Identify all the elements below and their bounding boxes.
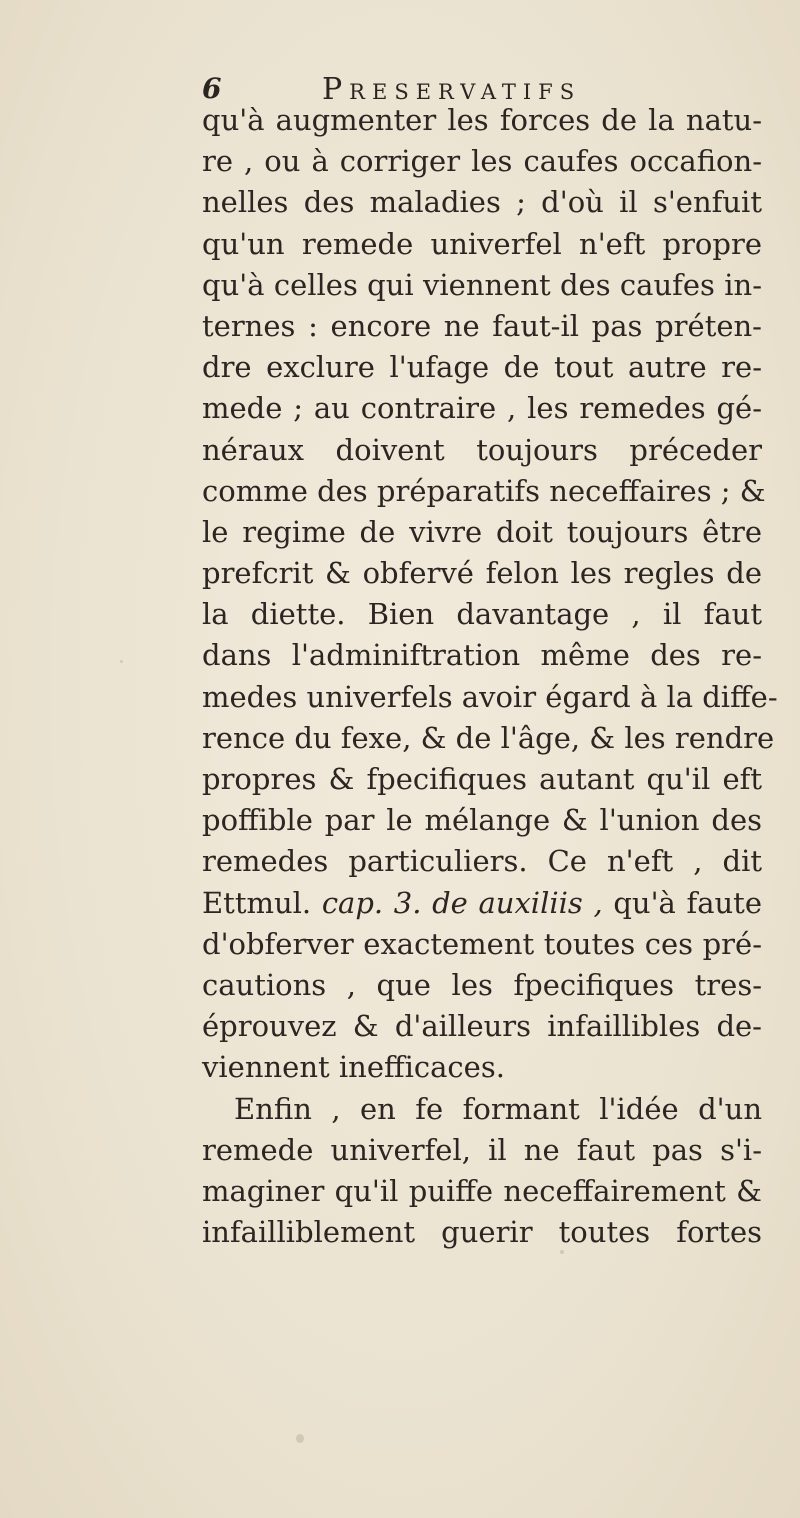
- text-line: cautions , que les fpecifiques tres-: [202, 967, 762, 1002]
- paper-speck: [560, 1250, 564, 1254]
- citation-line: [202, 883, 762, 924]
- citation-author: Ettmul.: [202, 885, 312, 920]
- page-number: 6: [202, 72, 222, 105]
- text-line: éprouvez & d'ailleurs infaillibles de-: [202, 1009, 762, 1044]
- text-line: la diette. Bien davantage , il faut: [202, 597, 762, 632]
- text-line: qu'à augmenter les forces de la natu-: [202, 103, 762, 137]
- text-line: dre exclure l'ufage de tout autre re-: [202, 350, 762, 385]
- body-text: [202, 100, 778, 1253]
- text-line: rence du fexe, & de l'âge, & les rendre: [202, 720, 775, 755]
- text-line: remedes particuliers. Ce n'eft , dit: [202, 844, 762, 879]
- citation-reference: cap. 3. de auxiliis ,: [321, 885, 603, 920]
- citation-rest: qu'à faute: [613, 885, 763, 920]
- text-line: mede ; au contraire , les remedes gé-: [202, 391, 762, 426]
- text-line: re , ou à corriger les caufes occafion-: [202, 144, 762, 179]
- paper-speck: [296, 1434, 304, 1443]
- text-line: medes univerfels avoir égard à la diffe-: [202, 679, 778, 714]
- paragraph-start-line: Enfin , en fe formant l'idée d'un: [234, 1091, 762, 1126]
- running-head: Preservatifs: [322, 72, 582, 107]
- text-line: infailliblement guerir toutes fortes: [202, 1215, 762, 1250]
- text-line: dans l'adminiftration même des re-: [202, 638, 762, 673]
- text-line: nelles des maladies ; d'où il s'enfuit: [202, 185, 762, 220]
- text-line: maginer qu'il puiffe neceffairement &: [202, 1173, 762, 1208]
- text-line: le regime de vivre doit toujours être: [202, 514, 762, 549]
- text-line: remede univerfel, il ne faut pas s'i-: [202, 1132, 762, 1167]
- text-line: qu'à celles qui viennent des caufes in-: [202, 267, 762, 302]
- text-line: propres & fpecifiques autant qu'il eft: [202, 762, 762, 796]
- text-line: comme des préparatifs neceffaires ; &: [202, 473, 766, 508]
- text-line: d'obferver exactement toutes ces pré-: [202, 926, 762, 961]
- text-line: qu'un remede univerfel n'eft propre: [202, 226, 762, 261]
- text-line: viennent inefficaces.: [202, 1050, 505, 1085]
- text-line: néraux doivent toujours préceder: [202, 432, 762, 467]
- text-line: prefcrit & obfervé felon les regles de: [202, 556, 762, 591]
- text-line: poffible par le mélange & l'union des: [202, 803, 762, 838]
- paper-speck: [120, 660, 123, 663]
- text-line: ternes : encore ne faut-il pas préten-: [202, 308, 762, 343]
